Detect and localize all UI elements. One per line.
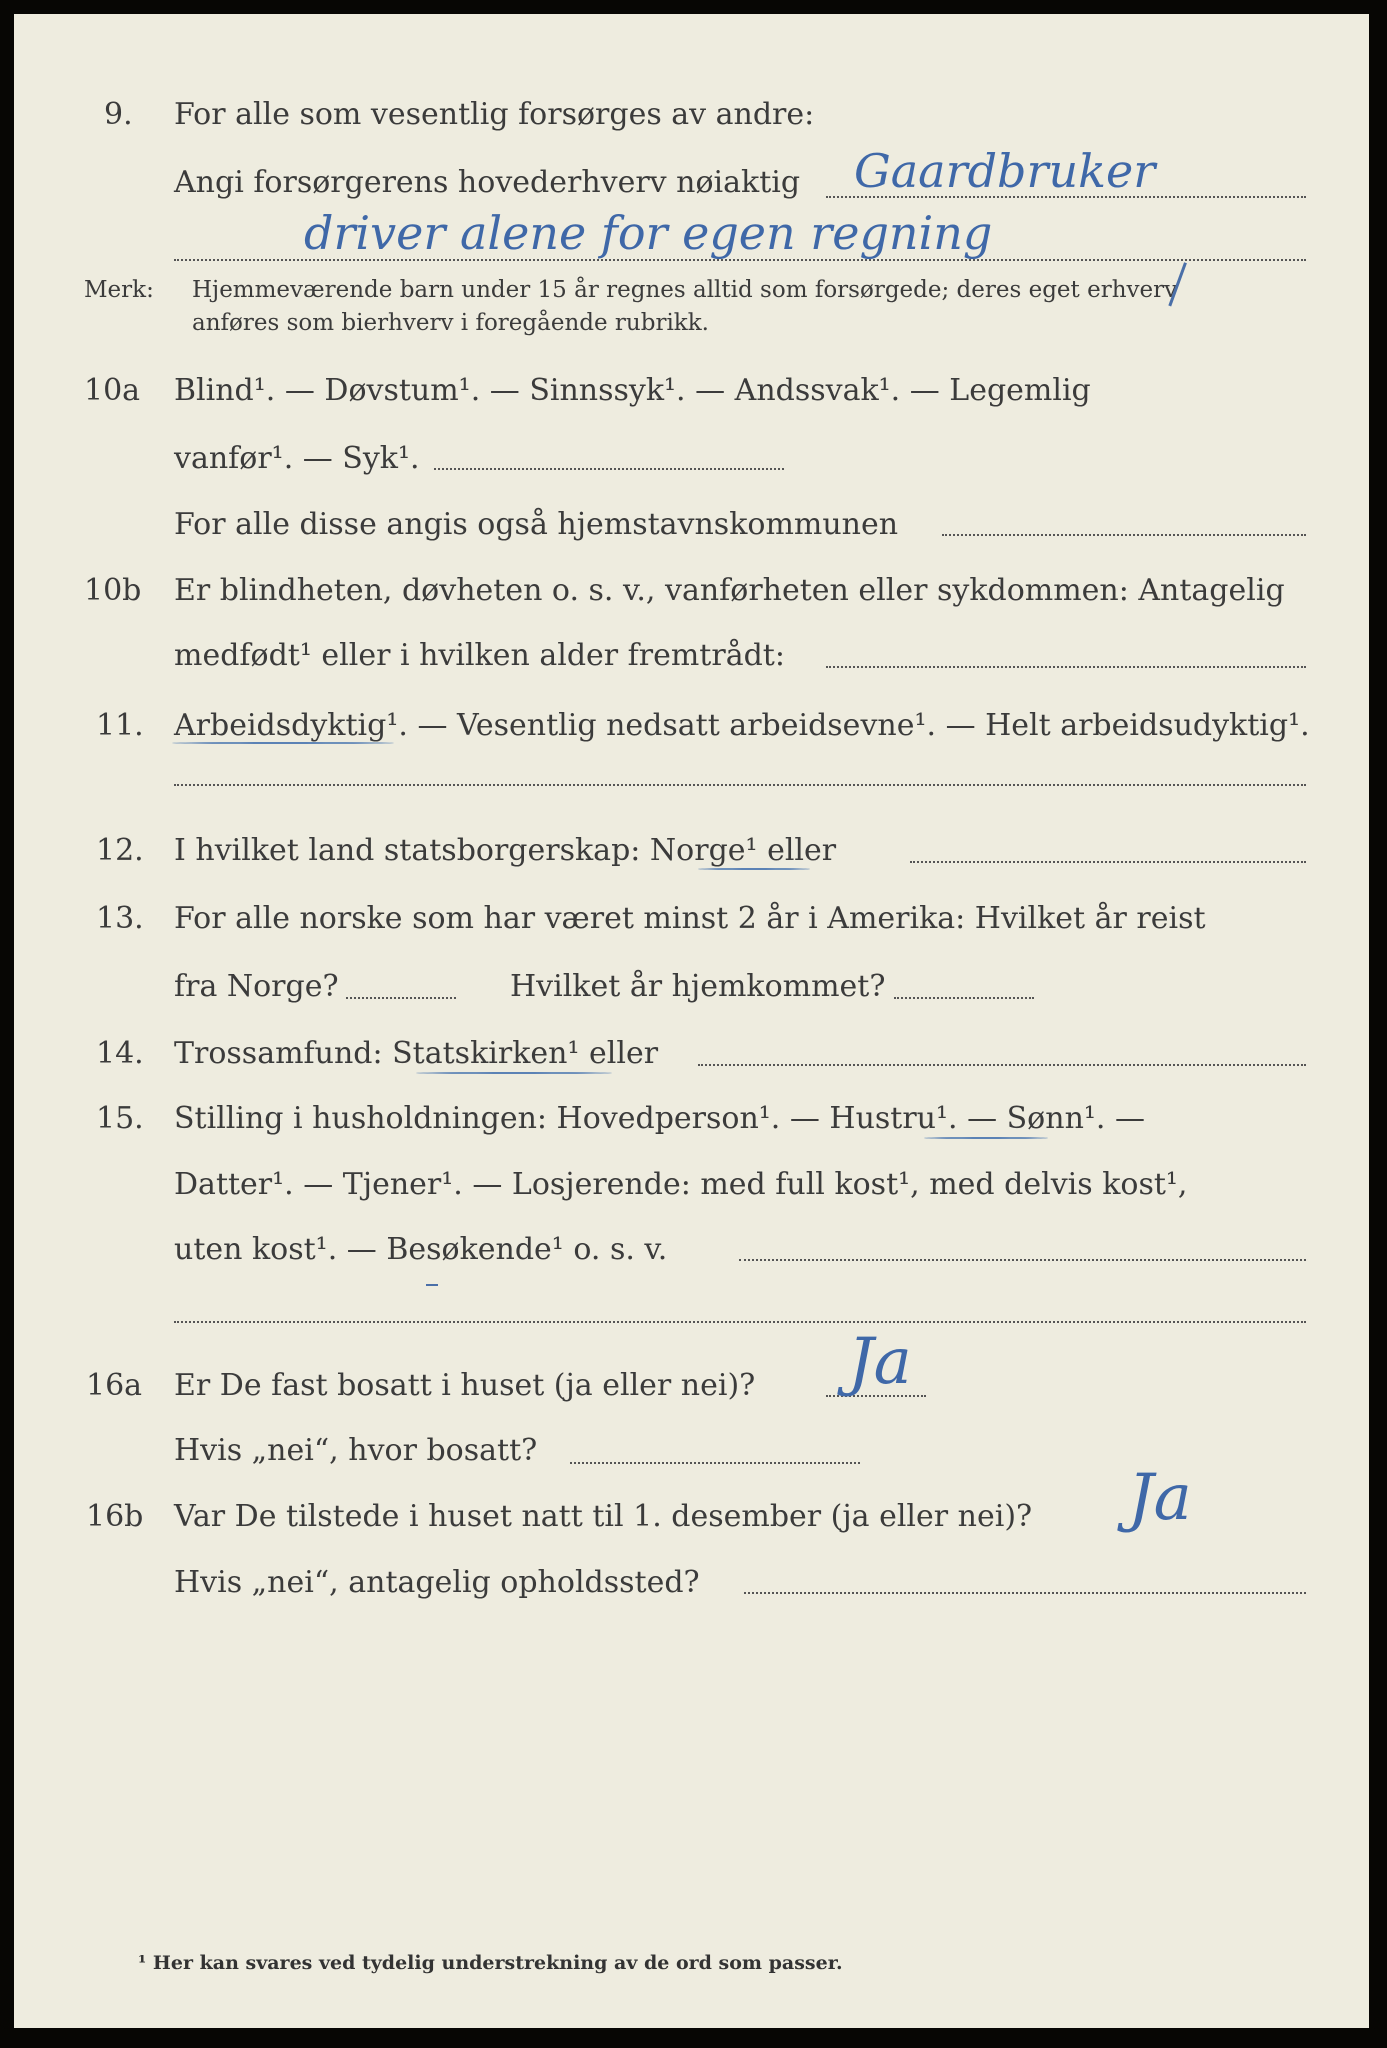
q14-line1: Trossamfund: Statskirken¹ eller xyxy=(174,1036,659,1071)
q10a-line3: For alle disse angis også hjemstavnskommunen xyxy=(174,507,899,542)
q9-answer2: driver alene for egen regning xyxy=(304,206,993,260)
q13-line1: For alle norske som har været minst 2 år i Amerika: Hvilket år reist xyxy=(174,901,1206,936)
q13-number: 13. xyxy=(96,901,144,936)
merk-label: Merk: xyxy=(84,277,154,303)
q12-underline-norge xyxy=(698,868,810,870)
q16a-bosatt-line xyxy=(570,1462,860,1464)
q16b-number: 16b xyxy=(86,1499,144,1534)
q16b-line1: Var De tilstede i huset natt til 1. desember (ja eller nei)? xyxy=(174,1499,1033,1534)
q16b-answer: Ja xyxy=(1128,1461,1192,1535)
q15-line2: Datter¹. — Tjener¹. — Losjerende: med full kost¹, med delvis kost¹, xyxy=(174,1167,1188,1202)
q10b-alder-line xyxy=(826,666,1306,668)
q16a-line1: Er De fast bosatt i huset (ja eller nei)? xyxy=(174,1368,756,1403)
q13-line2a: fra Norge? xyxy=(174,969,339,1004)
q12-land-line xyxy=(910,861,1306,863)
q15-number: 15. xyxy=(96,1101,144,1136)
q14-underline-statskirken xyxy=(416,1072,612,1074)
census-form-page xyxy=(14,14,1369,2028)
q10b-line1: Er blindheten, døvheten o. s. v., vanførheten eller sykdommen: Antagelig xyxy=(174,573,1285,608)
q16a-number: 16a xyxy=(86,1368,143,1403)
q15-stilling-line xyxy=(739,1259,1306,1261)
q10b-line2: medfødt¹ eller i hvilken alder fremtrådt: xyxy=(174,638,785,673)
q10a-kommune-line xyxy=(942,534,1306,536)
q9-line2: Angi forsørgerens hovederhverv nøiaktig xyxy=(174,165,801,200)
q15-underline-hustru xyxy=(924,1137,1048,1139)
q10b-number: 10b xyxy=(84,573,142,608)
footnote: ¹ Her kan svares ved tydelig understrekning av de ord som passer. xyxy=(138,1952,843,1974)
q11-answer-line xyxy=(174,784,1306,786)
q11-underline-arbeidsdyktig xyxy=(172,742,394,744)
q13-hjemkommet-line xyxy=(894,997,1034,999)
q11-number: 11. xyxy=(96,708,144,743)
q10a-syk-line xyxy=(434,468,784,470)
q10a-line2: vanfør¹. — Syk¹. xyxy=(174,441,420,476)
q10a-line1: Blind¹. — Døvstum¹. — Sinnssyk¹. — Andssvak¹. — Legemlig xyxy=(174,373,1091,408)
q13-reist-line xyxy=(346,997,456,999)
q12-line1: I hvilket land statsborgerskap: Norge¹ eller xyxy=(174,833,837,868)
q9-number: 9. xyxy=(104,97,133,132)
q15-line3: uten kost¹. — Besøkende¹ o. s. v. xyxy=(174,1232,668,1267)
q9-line1: For alle som vesentlig forsørges av andre: xyxy=(174,97,815,132)
q13-line2b: Hvilket år hjemkommet? xyxy=(510,969,886,1004)
q16b-line2: Hvis „nei“, antagelig opholdssted? xyxy=(174,1565,700,1600)
q10a-number: 10a xyxy=(84,373,141,408)
q14-trossamfund-line xyxy=(698,1064,1306,1066)
merk-line2: anføres som bierhverv i foregående rubrikk. xyxy=(192,310,709,336)
handwritten-tick xyxy=(426,1274,438,1286)
q11-line1: Arbeidsdyktig¹. — Vesentlig nedsatt arbeidsevne¹. — Helt arbeidsudyktig¹. xyxy=(174,708,1310,743)
q14-number: 14. xyxy=(96,1036,144,1071)
q15-line1: Stilling i husholdningen: Hovedperson¹. — Hustru¹. — Sønn¹. — xyxy=(174,1101,1145,1136)
q16a-answer: Ja xyxy=(848,1325,912,1399)
q15-answer-line xyxy=(174,1321,1306,1323)
q12-number: 12. xyxy=(96,833,144,868)
merk-line1: Hjemmeværende barn under 15 år regnes alltid som forsørgede; deres eget erhverv xyxy=(192,277,1178,303)
q9-answer1: Gaardbruker xyxy=(854,144,1156,198)
q16a-line2: Hvis „nei“, hvor bosatt? xyxy=(174,1433,538,1468)
q16b-opholdssted-line xyxy=(744,1592,1306,1594)
